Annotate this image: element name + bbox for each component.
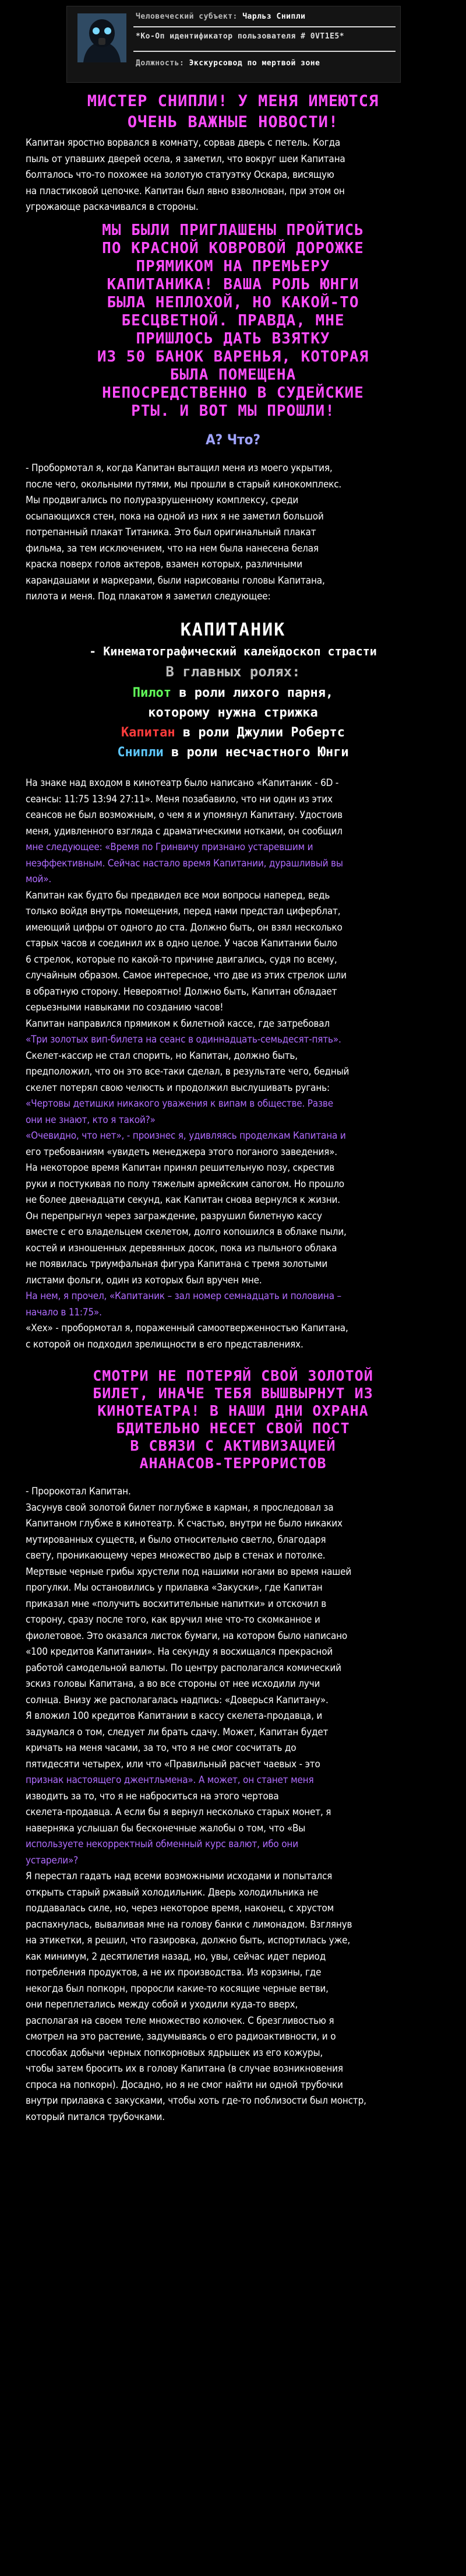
heading-line: ПРЯМИКОМ НА ПРЕМЬЕРУ [136,258,330,275]
text-line: спроса на попкорн). Досадно, но я не смог найти ни одной трубочки [26,2079,343,2091]
heading-line: Капитан [121,725,175,740]
text-line: «Хех» - пробормотал я, пораженный самоотверженностью Капитана, [26,1322,348,1334]
heading-line: Снипли [117,745,164,760]
text-line: потребления продуктов, а не их производства. Из корзины, где [26,1967,322,1978]
text-line: признак настоящего джентльмена». А может, он станет меня [26,1774,314,1786]
heading-line: БЫЛА НЕПЛОХОЙ, НО КАКОЙ-ТО [107,294,359,311]
text-line: Скелет-кассир не стал спорить, но Капитан, должно быть, [26,1050,298,1062]
text-line: имеющий цифры от одного до ста. Должно быть, он взял несколько [26,921,343,933]
heading-line: МИСТЕР СНИПЛИ! У МЕНЯ ИМЕЮТСЯ [87,92,379,110]
text-line: «100 кредитов Капитании». На секунду я восхищался прекрасной [26,1646,333,1658]
position-value: Экскурсовод по мертвой зоне [189,59,320,68]
role-line [0,723,466,743]
text-line: кричать на меня часами, за то, что я не смог сосчитать до [26,1742,296,1754]
heading-line: АНАНАСОВ-ТЕРРОРИСТОВ [139,1455,327,1472]
text-line: руки и постукивая по полу тяжелым армейским сапогом. Но прошло [26,1178,344,1190]
role-line [0,743,466,763]
text-line: наверняка услышал бы бесконечные жалобы о том, что «Вы [26,1822,306,1834]
text-line: - Пробормотал я, когда Капитан вытащил меня из моего укрытия, [26,462,333,474]
text-line: Он перепрыгнул через заграждение, разрушил билетную кассу [26,1210,322,1222]
text-line: начало в 11:75». [26,1306,102,1318]
warning-heading [17,1367,449,1472]
text-line: сеансы: 11:75 13:94 27:11». Меня позабавило, что ни один из этих [26,793,333,805]
heading-line: в роли Джулии Робертс [175,725,345,740]
text-line: свету, проникающему через множество дыр в стенах и потолке. [26,1550,326,1561]
text-line: мой». [26,873,52,885]
text-line: Капитан направился прямиком к билетной кассе, где затребовал [26,1017,330,1030]
text-line: пилота и меня. Под плакатом я заметил следующее: [26,591,271,602]
text-line: На нем, я прочел, «Капитаник – зал номер семнадцать и половина – [26,1290,341,1302]
question-heading: А? Что? [205,431,261,448]
role-line [0,703,466,723]
subject-label: Человеческий субъект: [136,12,238,21]
heading-line: СМОТРИ НЕ ПОТЕРЯЙ СВОЙ ЗОЛОТОЙ [93,1367,373,1384]
text-line: не более двенадцати секунд, как Капитан снова вернулся к жизни. [26,1194,340,1206]
heading-line: ОЧЕНЬ ВАЖНЫЕ НОВОСТИ! [127,113,339,131]
text-line: неэффективным. Сейчас настало время Капитании, дурашливый вы [26,857,343,869]
text-line: они переплетались между собой и уходили куда-то вверх, [26,1999,298,2010]
movie-credits [0,618,466,763]
text-line: задумался о том, следует ли брать сдачу. Может, Капитан будет [26,1726,329,1738]
text-line: осыпающихся стен, пока на одной из них я не заметил большой [26,510,324,522]
text-line: эскиз головы Капитана, а во все стороны от нее исходили лучи [26,1678,320,1690]
text-line: сторону, сразу после того, как вручил мне что-то скомканное и [26,1614,320,1626]
text-line: на пластиковой цепочке. Капитан был явно взволнован, при этом он [26,185,345,197]
heading-line: КАПИТАНИКА! ВАША РОЛЬ ЮНГИ [107,276,359,293]
divider [133,26,396,27]
text-line: потрепанный плакат Титаника. Это был оригинальный плакат [26,527,316,538]
text-line: пыль от упавших дверей осела, я заметил, что вокруг шеи Капитана [26,153,345,165]
heading-line: БЫЛА ПОМЕЩЕНА [170,366,296,384]
text-line: прогулки. Мы остановились у прилавка «Закуски», где Капитан [26,1582,323,1594]
text-line: Капитан яростно ворвался в комнату, сорвав дверь с петель. Когда [26,137,341,149]
heading-line: НЕПОСРЕДСТВЕННО В СУДЕЙСКИЕ [102,384,364,402]
heading-line: ПО КРАСНОЙ КОВРОВОЙ ДОРОЖКЕ [102,240,364,257]
heading-line: в роли лихого парня, [171,686,334,700]
text-line: На некоторое время Капитан принял решительную позу, скрестив [26,1162,335,1174]
text-line: фиолетовое. Это оказался листок бумаги, на котором было написано [26,1630,348,1642]
heading-line: ИЗ 50 БАНОК ВАРЕНЬЯ, КОТОРАЯ [97,348,369,366]
text-line: как минимум, 2 десятилетия назад, но, увы, сейчас идет период [26,1950,326,1963]
text-line: карандашами и маркерами, были нарисованы головы Капитана, [26,574,325,587]
text-line: мутированных существ, и было относительно светло, благодаря [26,1533,326,1546]
text-line: «Чертовы детишки никакого уважения к випам в обществе. Разве [26,1098,333,1110]
text-line: «Очевидно, что нет», - произнес я, удивляясь проделкам Капитана и [26,1130,346,1142]
text-line: болталось что-то похожее на золотую статуэтку Оскара, висящую [26,169,334,181]
text-line: - Пророкотал Капитан. [26,1486,131,1497]
movie-subtitle: - Кинематографический калейдоскоп страсти [89,644,377,658]
text-line: поддавалась силе, но, через некоторое время, наконец, с хрустом [26,1903,334,1914]
text-line: с которой он подходил зрелищности в его представлениях. [26,1338,303,1350]
text-line: На знаке над входом в кинотеатр было написано «Капитаник - 6D - [26,777,339,789]
text-line: вместе с его владельцем скелетом, долго копошился в облаке пыли, [26,1226,347,1238]
heading-line: БИЛЕТ, ИНАЧЕ ТЕБЯ ВЫШВЫРНУТ ИЗ [93,1385,373,1402]
text-line: приказал мне «получить восхитительные напитки» и отскочил в [26,1598,327,1610]
heading-line: Пилот [132,686,172,700]
invite-heading [17,222,449,420]
heading-line: БЕСЦВЕТНОЙ. ПРАВДА, МНЕ [121,312,345,329]
heading-line: ПРИШЛОСЬ ДАТЬ ВЗЯТКУ [136,330,330,348]
text-line: Капитан как будто бы предвидел все мои вопросы наперед, ведь [26,889,330,901]
text-line: Капитаном глубже в кинотеатр. К счастью, внутри не было никаких [26,1518,343,1529]
text-line: устарели»? [26,1854,79,1866]
heading-line: РТЫ. И ВОТ МЫ ПРОШЛИ! [131,402,335,420]
subject-line [136,12,392,21]
text-line: изводить за то, что я не наброситься на этого чертова [26,1790,279,1802]
position-label: Должность: [136,59,185,68]
roles-heading: В главных ролях: [165,664,301,680]
text-line: Я вложил 100 кредитов Капитании в кассу скелета-продавца, и [26,1710,323,1722]
heading-line: В СВЯЗИ С АКТИВИЗАЦИЕЙ [130,1437,336,1454]
text-line: краска поверх голов актеров, взамен которых, различными [26,559,302,570]
heading-line: МЫ БЫЛИ ПРИГЛАШЕНЫ ПРОЙТИСЬ [102,222,364,239]
text-line: скелет потерял свою челюсть и продолжил выслушивать ругань: [26,1082,330,1094]
text-line: не появилась триумфальная фигура Капитана с тремя золотыми [26,1258,328,1270]
text-line: работой самодельной валюты. По центру располагался комический [26,1662,341,1674]
text-line: распахнулась, вываливая мне на голову банки с лимонадом. Взглянув [26,1918,352,1931]
text-line: после чего, окольными путями, мы прошли в старый кинокомплекс. [26,478,342,490]
text-line: располагая на своем теле множество колючек. С брезгливостью я [26,2015,334,2027]
text-line: открыть старый ржавый холодильник. Дверь холодильника не [26,1886,319,1898]
text-line: Засунув свой золотой билет поглубже в карман, я проследовал за [26,1501,334,1514]
text-line: чтобы затем бросить их в голову Капитана (в случае возникновения [26,2063,343,2075]
text-line: фильма, за тем исключением, что на нем была нанесена белая [26,542,319,554]
text-line: который питался трубочками. [26,2111,165,2123]
text-line: в обратную сторону. Невероятно! Должно быть, Капитан обладает [26,985,337,998]
gas-mask-icon [77,13,126,62]
cinema-paragraph [26,775,440,1353]
text-line: сеансов не был возможным, о чем я и упомянул Капитану. Удостоив [26,809,343,821]
text-line: угрожающе раскачивался в стороны. [26,201,199,213]
poster-paragraph [26,461,440,605]
text-line: Я перестал гадать над всеми возможными исходами и попытался [26,1870,333,1882]
avatar [77,13,126,62]
text-line: Мы продвигались по полуразрушенному комплексу, среди [26,494,299,506]
text-line: они не знают, кто я такой?» [26,1114,156,1126]
subject-value: Чарльз Снипли [242,12,306,21]
text-line: внутри прилавка с закусками, чтобы хоть где-то поблизости был монстр, [26,2095,366,2107]
intro-paragraph [26,135,440,216]
text-line: способах добычи черных попкорновых ядрышек из его кожуры, [26,2047,323,2059]
text-line: солнца. Внизу же располагалась надпись: «Доверься Капитану». [26,1694,329,1706]
text-line: только войдя внутрь помещения, перед нами предстал циферблат, [26,906,341,917]
user-id-line: *Ко-Оп идентификатор пользователя # 0VT1E5* [136,32,345,41]
heading-line: БДИТЕЛЬНО НЕСЕТ СВОЙ ПОСТ [116,1420,350,1437]
role-line [0,683,466,703]
text-line: на этикетки, я решил, что газировка, должно быть, испортилась уже, [26,1935,350,1946]
page-title [17,91,449,133]
text-line: 6 стрелок, которые по какой-то причине двигались, судя по всему, [26,953,337,966]
profile-card [66,6,401,83]
text-line: случайным образом. Самое интересное, что две из этих стрелок шли [26,970,347,981]
text-line: используете некорректный обменный курс валют, ибо они [26,1838,298,1850]
text-line: смотрел на это растение, задумываясь о его радиоактивности, и о [26,2031,336,2042]
text-line: серьезными навыками по созданию часов! [26,1002,224,1013]
text-line: «Три золотых вип-билета на сеанс в одиннадцать-семьдесят-пять». [26,1034,341,1045]
text-line: меня, удивленного взгляда с драматическими нотками, он сообщил [26,825,343,837]
text-line: пятидесяти четырех, или что «Правильный расчет чаевых - это [26,1758,320,1770]
text-line: листами фольги, один из которых был вручен мне. [26,1274,262,1286]
heading-line: которому нужна стрижка [148,706,318,720]
text-line: его требованиям «увидеть менеджера этого поганого заведения». [26,1146,337,1158]
text-line: скелета-продавца. А если бы я вернул несколько старых монет, я [26,1806,331,1818]
divider [133,51,396,52]
text-line: мне следующее: «Время по Гринвичу признано устаревшим и [26,841,313,853]
movie-title: КАПИТАНИК [180,620,286,640]
snack-bar-paragraph [26,1484,440,2125]
heading-line: в роли несчастного Юнги [163,745,349,760]
text-line: некогда был попкорн, проросли какие-то косящие черные ветви, [26,1982,329,1995]
text-line: предположил, что он это все-таки сделал, в результате чего, бедный [26,1066,350,1078]
text-line: Мертвые черные грибы хрустели под нашими ногами во время нашей [26,1566,352,1578]
text-line: старых часов и соединил их в одно целое. У часов Капитании было [26,938,337,949]
text-line: костей и изношенных деревянных досок, пока из пыльного облака [26,1242,337,1254]
heading-line: КИНОТЕАТРА! В НАШИ ДНИ ОХРАНА [97,1402,369,1419]
position-line [136,59,392,68]
